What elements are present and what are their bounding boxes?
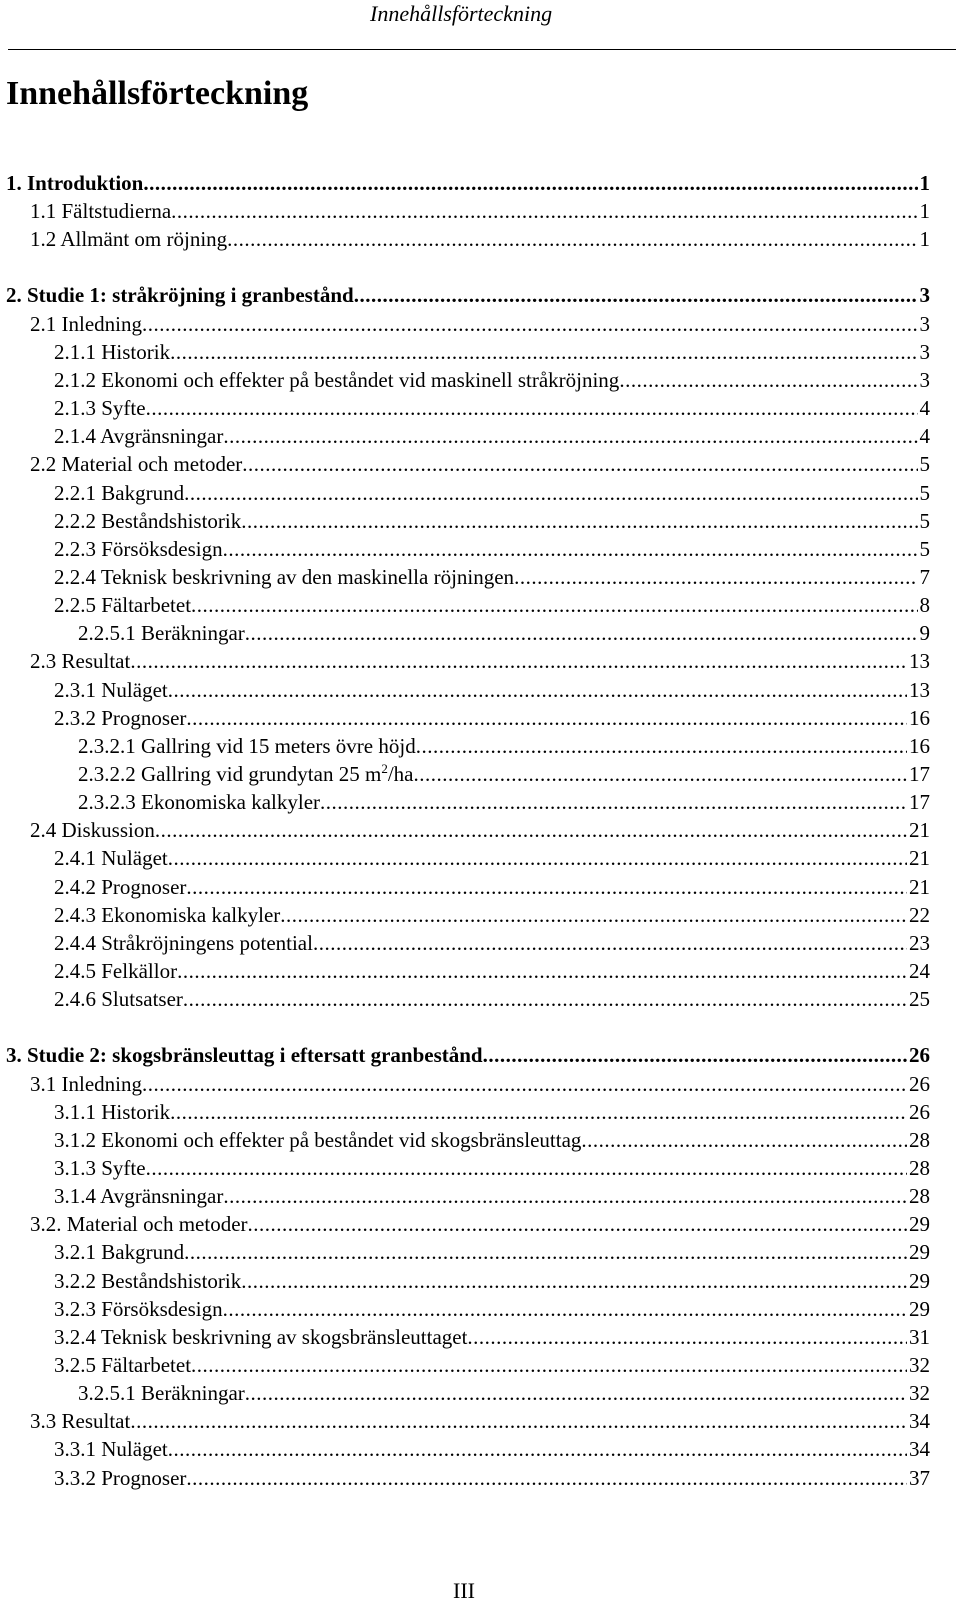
- toc-entry[interactable]: [78, 760, 930, 788]
- toc-chapter-entry[interactable]: [6, 281, 930, 309]
- toc-entry-title: 2.4.5 Felkällor: [54, 959, 178, 984]
- toc-dot-leader: [413, 760, 907, 788]
- toc-dot-leader: [581, 1126, 907, 1154]
- toc-entry-title: 2.2.5 Fältarbetet: [54, 593, 192, 618]
- toc-dot-leader: [146, 1154, 907, 1182]
- toc-entry[interactable]: [54, 1323, 930, 1351]
- toc-entry-page-number: 4: [919, 396, 930, 421]
- toc-entry[interactable]: [54, 591, 930, 619]
- toc-entry-title: 1.1 Fältstudierna: [30, 199, 172, 224]
- toc-entry-title: 2.1.2 Ekonomi och effekter på beståndet vid maskinell stråkröjning: [54, 367, 620, 392]
- toc-entry-page-number: 7: [919, 564, 930, 589]
- toc-dot-leader: [313, 929, 907, 957]
- toc-entry-title: 3.3.1 Nuläget: [54, 1437, 168, 1462]
- toc-entry-title: 2.4.2 Prognoser: [54, 874, 187, 899]
- toc-entry-title: 2.3.2.1 Gallring vid 15 meters övre höjd: [78, 733, 416, 758]
- toc-entry-title: 2.2.4 Teknisk beskrivning av den maskinella röjningen: [54, 564, 515, 589]
- toc-entry[interactable]: [54, 1098, 930, 1126]
- toc-entry-page-number: 26: [909, 1071, 930, 1096]
- toc-dot-leader: [191, 591, 917, 619]
- toc-entry-title: 2.1 Inledning: [30, 311, 142, 336]
- toc-entry-page-number: 3: [919, 339, 930, 364]
- toc-entry[interactable]: [54, 985, 930, 1013]
- toc-entry-title: 3.2.5 Fältarbetet: [54, 1353, 192, 1377]
- toc-dot-leader: [170, 338, 917, 366]
- toc-entry-page-number: 5: [919, 508, 930, 533]
- toc-entry-title: 3.2.3 Försöksdesign: [54, 1296, 223, 1321]
- toc-entry-page-number: 22: [909, 902, 930, 927]
- toc-entry[interactable]: [54, 507, 930, 535]
- toc-dot-leader: [171, 197, 917, 225]
- toc-entry[interactable]: [54, 676, 930, 704]
- toc-entry-title: 2.2 Material och metoder: [30, 452, 243, 477]
- toc-entry[interactable]: [30, 1407, 930, 1435]
- toc-dot-leader: [143, 169, 917, 197]
- toc-entry-title: 2.3.2.3 Ekonomiska kalkyler: [78, 790, 321, 815]
- toc-entry[interactable]: [54, 1267, 930, 1295]
- toc-entry[interactable]: [54, 563, 930, 591]
- toc-entry-page-number: 29: [909, 1212, 930, 1237]
- toc-dot-leader: [191, 1351, 907, 1379]
- toc-entry-page-number: 16: [909, 733, 930, 758]
- toc-dot-leader: [184, 1238, 907, 1266]
- toc-entry-page-number: 5: [919, 452, 930, 477]
- toc-entry-page-number: 29: [909, 1296, 930, 1321]
- toc-dot-leader: [142, 1070, 907, 1098]
- toc-entry[interactable]: [54, 1182, 930, 1210]
- toc-entry-page-number: 21: [909, 846, 930, 871]
- toc-entry-page-number: 37: [909, 1465, 930, 1490]
- toc-entry[interactable]: [30, 310, 930, 338]
- toc-dot-leader: [223, 535, 918, 563]
- toc-entry-page-number: 32: [909, 1353, 930, 1377]
- toc-dot-leader: [130, 1407, 907, 1435]
- toc-entry[interactable]: [54, 1435, 930, 1463]
- toc-entry-page-number: 34: [909, 1409, 930, 1434]
- toc-dot-leader: [467, 1323, 907, 1351]
- toc-chapter-entry[interactable]: [6, 1041, 930, 1069]
- toc-dot-leader: [142, 310, 918, 338]
- toc-entry[interactable]: [54, 1126, 930, 1154]
- toc-dot-leader: [177, 957, 907, 985]
- toc-dot-leader: [186, 1464, 907, 1492]
- toc-entry-page-number: 25: [909, 987, 930, 1012]
- toc-entry[interactable]: [54, 1351, 930, 1379]
- toc-dot-leader: [241, 507, 917, 535]
- toc-entry[interactable]: [54, 1154, 930, 1182]
- toc-entry-title: 2.2.1 Bakgrund: [54, 480, 185, 505]
- toc-entry-title: 3.1.4 Avgränsningar: [54, 1184, 224, 1209]
- toc-entry[interactable]: [30, 647, 930, 675]
- toc-entry-title: 2.3.1 Nuläget: [54, 677, 168, 702]
- toc-entry[interactable]: [30, 816, 930, 844]
- toc-entry-page-number: 1: [919, 171, 930, 195]
- toc-entry[interactable]: [78, 732, 930, 760]
- toc-entry[interactable]: [54, 422, 930, 450]
- toc-dot-leader: [619, 366, 917, 394]
- toc-dot-leader: [483, 1041, 907, 1069]
- toc-entry-title: 1.2 Allmänt om röjning: [30, 227, 228, 252]
- toc-entry-title: 2.2.3 Försöksdesign: [54, 536, 223, 561]
- toc-entry[interactable]: [30, 1070, 930, 1098]
- toc-dot-leader: [186, 704, 907, 732]
- toc-dot-leader: [184, 479, 917, 507]
- toc-dot-leader: [146, 394, 918, 422]
- toc-entry-title: 2. Studie 1: stråkröjning i granbestånd: [6, 283, 354, 308]
- toc-entry[interactable]: [54, 1238, 930, 1266]
- toc-entry-page-number: 21: [909, 818, 930, 843]
- toc-entry-page-number: 9: [919, 621, 930, 646]
- toc-entry[interactable]: [78, 619, 930, 647]
- footer-page-number: III: [453, 1578, 475, 1603]
- toc-entry-title-suffix: /ha: [387, 762, 414, 786]
- toc-entry[interactable]: [54, 901, 930, 929]
- toc-entry[interactable]: [54, 957, 930, 985]
- toc-entry-title-superscript: 2: [381, 761, 388, 776]
- toc-entry[interactable]: [30, 197, 930, 225]
- toc-entry[interactable]: [30, 450, 930, 478]
- toc-entry-title: 3.2.5.1 Beräkningar: [78, 1381, 245, 1406]
- toc-dot-leader: [155, 816, 907, 844]
- toc-entry[interactable]: [54, 366, 930, 394]
- toc-entry[interactable]: [78, 1379, 930, 1407]
- toc-entry-title: 3.1.2 Ekonomi och effekter på beståndet vid skogsbränsleuttag: [54, 1127, 582, 1152]
- toc-dot-leader: [248, 1210, 907, 1238]
- toc-dot-leader: [223, 1182, 907, 1210]
- toc-entry-title: 2.3.2 Prognoser: [54, 705, 187, 730]
- toc-entry-title: 2.1.3 Syfte: [54, 396, 146, 421]
- toc-dot-leader: [168, 676, 907, 704]
- toc-entry-title: 2.3.2.2 Gallring vid grundytan 25 $m^2/ha$: [78, 761, 414, 786]
- toc-dot-leader: [241, 1267, 907, 1295]
- toc-entry-page-number: 24: [909, 959, 930, 984]
- toc-entry-page-number: 1: [919, 227, 930, 252]
- toc-entry-title: 2.2.5.1 Beräkningar: [78, 621, 245, 646]
- toc-entry-page-number: 23: [909, 930, 930, 955]
- toc-entry-page-number: 29: [909, 1268, 930, 1293]
- page-title: Innehållsförteckning: [6, 75, 309, 112]
- toc-entry-page-number: 17: [909, 762, 930, 786]
- toc-entry-page-number: 26: [909, 1099, 930, 1124]
- toc-dot-leader: [183, 985, 907, 1013]
- toc-entry[interactable]: [54, 704, 930, 732]
- toc-entry-title: 3.1.1 Historik: [54, 1099, 171, 1124]
- running-header: Innehållsförteckning: [370, 1, 553, 26]
- toc-dot-leader: [223, 1295, 907, 1323]
- toc-entry-title: 3.1.3 Syfte: [54, 1155, 146, 1180]
- toc-entry-page-number: 3: [919, 367, 930, 392]
- toc-entry-page-number: 26: [909, 1043, 930, 1068]
- toc-dot-leader: [320, 788, 907, 816]
- toc-entry-title: 3.2. Material och metoder: [30, 1212, 248, 1237]
- toc-entry-title: 3.2.1 Bakgrund: [54, 1240, 185, 1265]
- toc-dot-leader: [354, 281, 918, 309]
- toc-dot-leader: [168, 844, 907, 872]
- toc-entry-title: 3.1 Inledning: [30, 1071, 142, 1096]
- toc-dot-leader: [280, 901, 907, 929]
- toc-entry-page-number: 16: [909, 705, 930, 730]
- toc-dot-leader: [245, 1379, 907, 1407]
- toc-dot-leader: [170, 1098, 907, 1126]
- toc-entry[interactable]: [54, 1464, 930, 1492]
- toc-dot-leader: [514, 563, 917, 591]
- toc-entry-title: 2.4.1 Nuläget: [54, 846, 168, 871]
- toc-entry-page-number: 28: [909, 1184, 930, 1209]
- toc-entry[interactable]: [54, 479, 930, 507]
- toc-entry-title: 2.4.6 Slutsatser: [54, 987, 183, 1012]
- toc-entry-title: 2.1.4 Avgränsningar: [54, 424, 224, 449]
- toc-entry-page-number: 3: [919, 283, 930, 308]
- toc-entry-page-number: 3: [919, 311, 930, 336]
- toc-dot-leader: [168, 1435, 907, 1463]
- toc-entry-page-number: 1: [919, 199, 930, 224]
- toc-entry-title: 3. Studie 2: skogsbränsleuttag i eftersatt granbestånd: [6, 1043, 483, 1068]
- toc-entry[interactable]: [54, 394, 930, 422]
- toc-entry-page-number: 28: [909, 1155, 930, 1180]
- toc-entry-page-number: 17: [909, 790, 930, 815]
- toc-entry-title: 2.3 Resultat: [30, 649, 131, 674]
- toc-chapter-entry[interactable]: [6, 169, 930, 197]
- toc-entry-title: 3.2.4 Teknisk beskrivning av skogsbränsleuttaget: [54, 1324, 468, 1349]
- toc-entry-title: 3.3.2 Prognoser: [54, 1465, 187, 1490]
- toc-entry[interactable]: [54, 929, 930, 957]
- toc-entry-page-number: 4: [919, 424, 930, 449]
- toc-entry-title: 2.2.2 Beståndshistorik: [54, 508, 242, 533]
- toc-entry-page-number: 21: [909, 874, 930, 899]
- toc-dot-leader: [416, 732, 907, 760]
- toc-entry-page-number: 31: [909, 1324, 930, 1349]
- toc-entry[interactable]: [54, 338, 930, 366]
- toc-entry[interactable]: [54, 873, 930, 901]
- toc-entry[interactable]: [54, 844, 930, 872]
- toc-dot-leader: [186, 873, 907, 901]
- toc-entry-page-number: 5: [919, 480, 930, 505]
- toc-entry-page-number: 5: [919, 536, 930, 561]
- toc-entry-title: 2.1.1 Historik: [54, 339, 171, 364]
- toc-entry-title: 2.4 Diskussion: [30, 818, 155, 843]
- toc-entry-title: 1. Introduktion: [6, 171, 144, 195]
- toc-entry[interactable]: [30, 1210, 930, 1238]
- toc-entry[interactable]: [78, 788, 930, 816]
- toc-entry-title: 3.3 Resultat: [30, 1409, 131, 1434]
- toc-entry[interactable]: [30, 225, 930, 253]
- toc-entry-page-number: 13: [909, 649, 930, 674]
- toc-dot-leader: [223, 422, 917, 450]
- toc-entry-title: 3.2.2 Beståndshistorik: [54, 1268, 242, 1293]
- toc-entry-page-number: 34: [909, 1437, 930, 1462]
- toc-entry-page-number: 32: [909, 1381, 930, 1406]
- toc-entry-page-number: 28: [909, 1127, 930, 1152]
- toc-entry-page-number: 13: [909, 677, 930, 702]
- toc-entry[interactable]: [54, 535, 930, 563]
- toc-entry-title: 2.4.3 Ekonomiska kalkyler: [54, 902, 281, 927]
- toc-dot-leader: [242, 450, 917, 478]
- toc-entry[interactable]: [54, 1295, 930, 1323]
- toc-dot-leader: [245, 619, 918, 647]
- toc-dot-leader: [130, 647, 907, 675]
- toc-dot-leader: [227, 225, 917, 253]
- toc-entry-page-number: 29: [909, 1240, 930, 1265]
- toc-entry-page-number: 8: [919, 593, 930, 618]
- toc-entry-title: 2.4.4 Stråkröjningens potential: [54, 930, 313, 955]
